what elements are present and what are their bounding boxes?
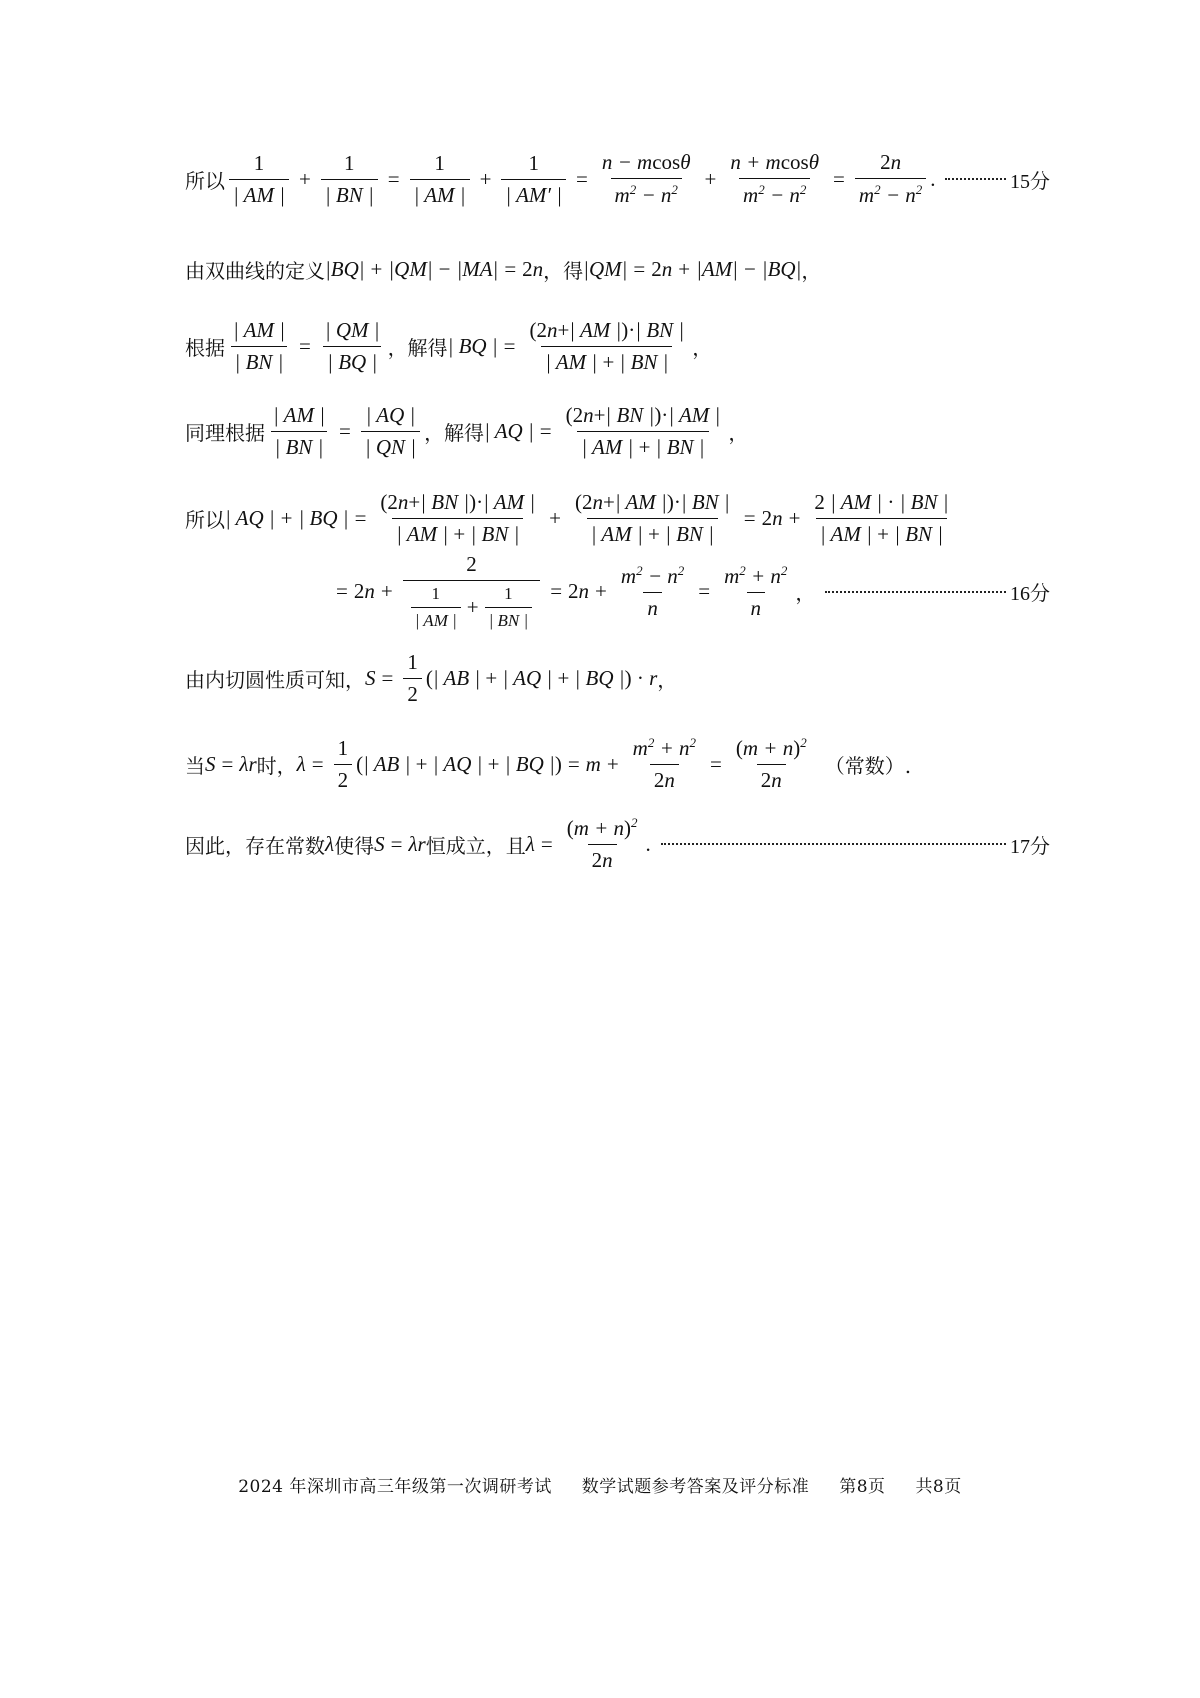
formula-line-5: 所以 | AQ | + | BQ | = $\frac{(2n+| BN |)\cdot| AM |}{| AM | + | BN |}$ + $\frac{(2n+| AM |)\cdot| BN |}{| AM | + | BN |}$ = 2n + $\frac{2 | AM | \cdot | BN |}{| AM | + | BN |}$ (185, 490, 949, 546)
text-suffix: . (930, 166, 936, 191)
text-mid: ，解得 (387, 336, 448, 360)
text-prefix: 当 (185, 753, 205, 778)
dot-leader (661, 843, 1006, 845)
formula-line-6: = 2n + 2 $\frac{1}{| AM |}$ + $\frac{1}{| BN |}$ = 2n + $\frac{m^2 - n^2}{n}$ = $\frac{m^2 + n^2}{n}$ ， 16分 (336, 552, 1050, 630)
text-end: ， (801, 259, 822, 283)
footer-exam: 2024 年深圳市高三年级第一次调研考试 (238, 1477, 552, 1497)
dot-leader (945, 178, 1006, 180)
text-b: ，得 (543, 259, 584, 283)
fraction: $\frac{1}{| AM |}$ (229, 151, 289, 208)
formula-line-3: 根据 $\frac{| AM |}{| BN |}$ = $\frac{| QM |}{| BQ |}$ ，解得 | BQ | = $\frac{(2n+| AM |)\cdot| BN |}{| AM | + | BN |}$ ， (185, 318, 713, 374)
text-mid1: 使得 (334, 833, 375, 858)
formula-line-2: 由双曲线的定义 |BQ| + |QM| − |MA| = 2n ，得 |QM| = 2n + |AM| − |BQ| ， (185, 257, 822, 283)
text-note: （常数）. (824, 753, 912, 778)
formula-line-4: 同理根据 $\frac{| AM |}{| BN |}$ = $\frac{| AQ |}{| QN |}$ ，解得 | AQ | = $\frac{(2n+| BN |)\cdot| AM |}{| AM | + | BN |}$ ， (185, 403, 749, 459)
text-prefix: 由内切圆性质可知， (185, 668, 365, 692)
fraction: $\frac{1}{| BN |}$ (321, 151, 378, 208)
footer-subject: 数学试题参考答案及评分标准 (581, 1477, 810, 1497)
formula-line-1: 所以 $\frac{1}{| AM |}$ + $\frac{1}{| BN |}$ = $\frac{1}{| AM |}$ + $\frac{1}{| AM' |}$ = $\frac{n - mcos\theta}{m^2 - n^2}$ + $\frac{n + mcos\theta}{m^2 - n^2}$ = $\frac{2n}{m^2 - n^2}$ . 15分 (185, 150, 1050, 207)
formula-line-7: 由内切圆性质可知， S = $\frac{1}{2}$ (| AB | + | AQ | + | BQ |) · r ， (185, 650, 678, 706)
fraction: $\frac{n + mcos\theta}{m^2 - n^2}$ (730, 150, 820, 207)
formula-line-8: 当 S = λr 时， λ = $\frac{1}{2}$ (| AB | + | AQ | + | BQ |) = m + $\frac{m^2 + n^2}{2n}$ = $\frac{(m + n)^2}{2n}$ （常数）. (185, 735, 912, 792)
formula-line-9: 因此，存在常数 λ 使得 S = λr 恒成立，且 λ = $\frac{(m + n)^2}{2n}$ . 17分 (185, 815, 1050, 872)
text-a: 由双曲线的定义 (185, 259, 325, 283)
fraction: $\frac{2n}{m^2 - n^2}$ (855, 150, 926, 208)
score-label: 17分 (1010, 835, 1050, 858)
footer-page: 第8页 (839, 1477, 886, 1497)
text-mid2: 恒成立，且 (425, 833, 526, 858)
fraction: $\frac{1}{| AM |}$ (410, 151, 470, 208)
text-prefix: 同理根据 (185, 421, 265, 445)
text-prefix: 根据 (185, 336, 225, 360)
text-prefix: 因此，存在常数 (185, 833, 325, 858)
text-mid: ，解得 (424, 421, 485, 445)
score-label: 16分 (1010, 583, 1050, 605)
text-end: ， (728, 421, 749, 445)
text-mid: 时， (256, 753, 297, 778)
fraction: $\frac{1}{| AM' |}$ (501, 151, 566, 208)
text-end: ， (692, 336, 713, 360)
fraction: $\frac{n - mcos\theta}{m^2 - n^2}$ (601, 150, 691, 207)
text-end: . (645, 831, 651, 856)
dot-leader (825, 591, 1006, 593)
text-end: ， (795, 581, 816, 605)
text-prefix: 所以 (185, 168, 225, 193)
page-footer (0, 1472, 1200, 1497)
text-end: ， (657, 668, 678, 692)
text-prefix: 所以 (185, 508, 225, 532)
score-label: 15分 (1010, 170, 1050, 193)
footer-total: 共8页 (915, 1477, 962, 1497)
